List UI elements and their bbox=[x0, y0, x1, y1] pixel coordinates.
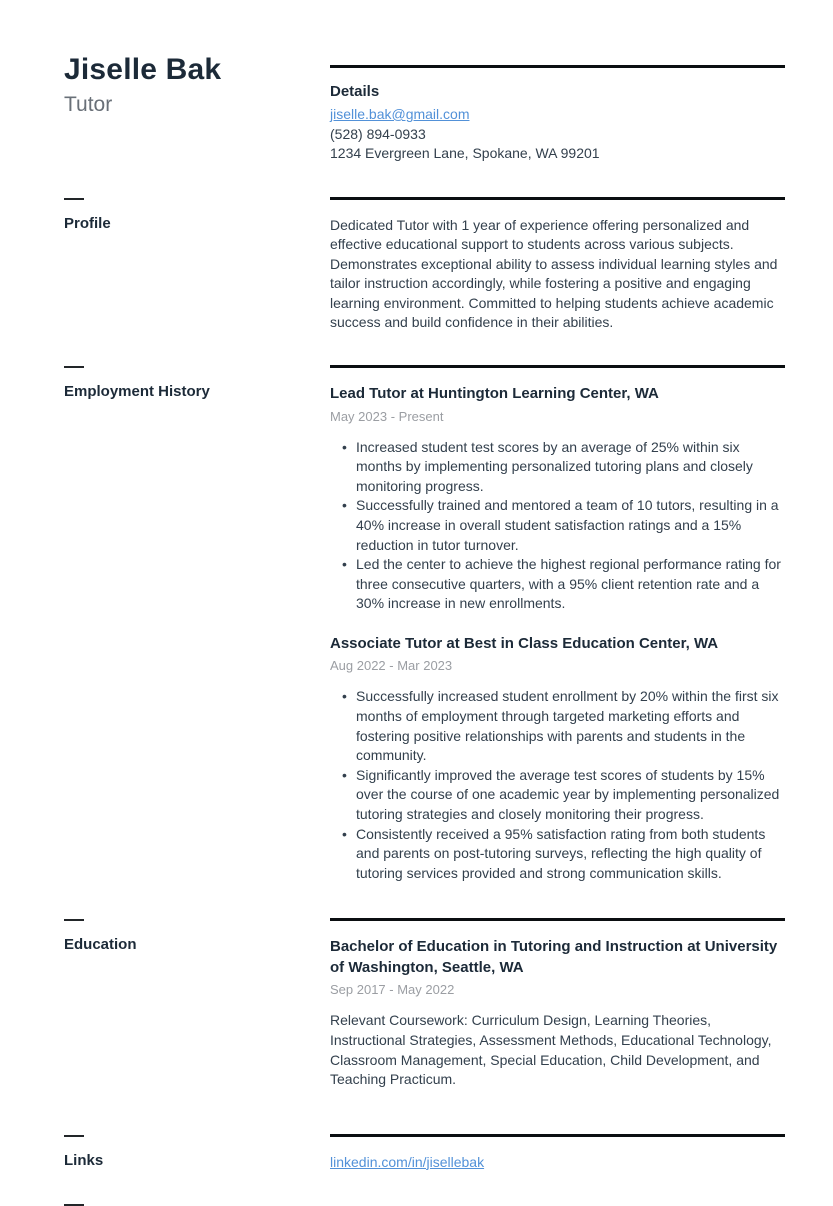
education-dates: Sep 2017 - May 2022 bbox=[330, 982, 455, 998]
linkedin-link[interactable]: linkedin.com/in/jisellebak bbox=[330, 1153, 485, 1170]
job-bullet: • Successfully trained and mentored a team of 10 tutors, resulting in a 40% increase in overall student satisfaction ratings and a 15% reduction in tutor turnover. bbox=[356, 496, 785, 555]
job-entry bbox=[330, 634, 785, 883]
section-dash bbox=[64, 366, 84, 368]
section-dash bbox=[64, 198, 84, 200]
employment-section bbox=[64, 365, 785, 883]
details-heading: Details bbox=[330, 83, 380, 100]
phone-number: (528) 894-0933 bbox=[330, 125, 426, 142]
job-bullet: • Successfully increased student enrollment by 20% within the first six months of employment through targeted marketing efforts and fostering positive relationships with parents and students in the community. bbox=[356, 687, 785, 765]
links-section bbox=[64, 1134, 785, 1173]
job-bullet-list bbox=[330, 438, 785, 614]
section-divider bbox=[330, 918, 785, 921]
education-entry bbox=[330, 937, 785, 1089]
education-heading: Education bbox=[64, 936, 137, 954]
profile-section bbox=[64, 197, 785, 334]
job-bullet: • Significantly improved the average test scores of students by 15% over the course of one academic year by implementing personalized tutoring strategies and closely monitoring their progress. bbox=[356, 766, 785, 825]
job-dates: May 2023 - Present bbox=[330, 408, 444, 424]
job-title: Associate Tutor at Best in Class Education Center, WA bbox=[330, 634, 719, 652]
page-title: Jiselle Bak bbox=[64, 53, 222, 86]
job-dates: Aug 2022 - Mar 2023 bbox=[330, 658, 453, 674]
section-divider bbox=[330, 197, 785, 200]
education-section bbox=[64, 918, 785, 1089]
section-divider bbox=[330, 65, 785, 68]
section-divider bbox=[330, 365, 785, 368]
coursework-text: Relevant Coursework: Curriculum Design, Learning Theories, Instructional Strategies, Assessment Methods, Educational Technology, Classroom Management, Special Education, Child Development, and Teaching Practicum. bbox=[330, 1012, 772, 1088]
section-dash bbox=[64, 919, 84, 921]
job-bullet: • Led the center to achieve the highest regional performance rating for three consecutive quarters, with a 95% client retention rate and a 30% increase in new enrollments. bbox=[356, 555, 785, 614]
job-bullet: • Consistently received a 95% satisfaction rating from both students and parents on post-tutoring surveys, reflecting the high quality of tutoring services provided and strong communication skills. bbox=[356, 825, 785, 884]
links-heading: Links bbox=[64, 1151, 104, 1169]
job-subtitle: Tutor bbox=[64, 93, 113, 116]
section-dash bbox=[64, 1135, 84, 1137]
profile-heading: Profile bbox=[64, 214, 111, 232]
job-entry bbox=[330, 384, 785, 614]
job-bullet: • Increased student test scores by an average of 25% within six months by implementing personalized tutoring plans and closely monitoring progress. bbox=[356, 438, 785, 497]
address-line: 1234 Evergreen Lane, Spokane, WA 99201 bbox=[330, 145, 600, 161]
degree-title: Bachelor of Education in Tutoring and Instruction at University of Washington, Seattle, WA bbox=[330, 938, 778, 976]
email-link[interactable]: jiselle.bak@gmail.com bbox=[330, 106, 470, 122]
resume-header bbox=[64, 52, 785, 164]
employment-heading: Employment History bbox=[64, 383, 210, 401]
profile-text: Dedicated Tutor with 1 year of experience offering personalized and effective educational support to students across various subjects. Demonstrates exceptional ability to assess individual learning styles and tailor instruction accordingly, while fostering a positive and engaging learning environment. Committed to helping students achieve academic success and build confidence in their abilities. bbox=[330, 216, 778, 331]
job-bullet-list bbox=[330, 687, 785, 883]
job-title: Lead Tutor at Huntington Learning Center, WA bbox=[330, 385, 659, 403]
